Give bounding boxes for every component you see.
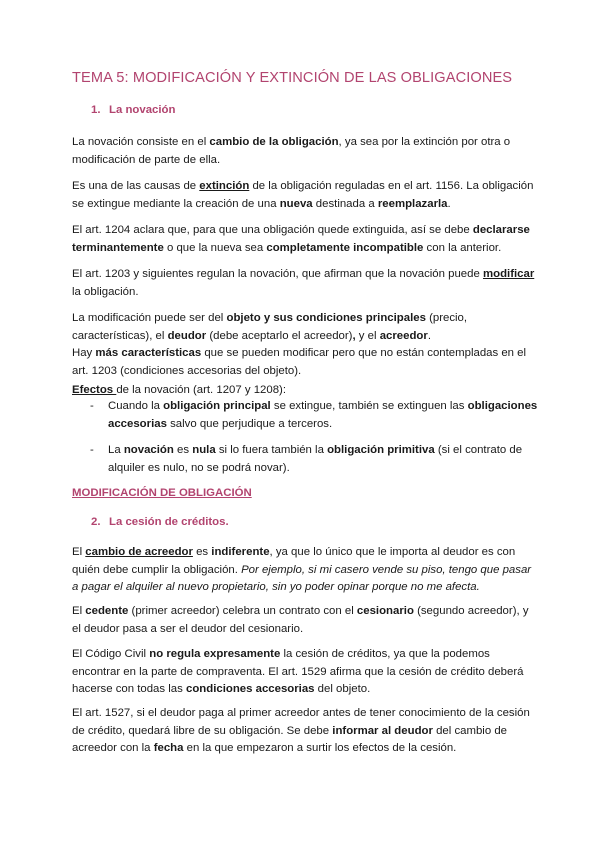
document-page: TEMA 5: MODIFICACIÓN Y EXTINCIÓN DE LAS OBLIGACIONES 1. La novación La novación consiste en el cambio de la obligación, ya sea por la extinción por otra o modificación de parte de ella. Es una de las causas de extinción de la obligación reguladas en el art. 1156. La obligación se extingue mediante la creación de una nueva destinada a reemplazarla. El art. 1204 aclara que, para que una obligación quede extinguida, así se debe declararse terminantemente o que la nueva sea completamente incompatible con la anterior. El art. 1203 y siguientes regulan la novación, que afirman que la novación puede modificar la obligación. La modificación puede ser del objeto y sus condiciones principales (precio, características), el deudor (debe aceptarlo el acreedor), y el acreedor. Hay más características que se pueden modificar pero que no están contempladas en el art. 1203 (condiciones accesorias del objeto). Efectos de la novación (art. 1207 y 1208): - Cuando la obligación principal se extingue, también se extinguen las obligaciones accesorias salvo que perjudique a terceros. - La novación es nula si lo fuera también la obligación primitiva (si el contrato de alquiler es nulo, no se podrá novar). MODIFICACIÓN DE OBLIGACIÓN 2. La cesión de créditos. El cambio de acreedor es indiferente, ya que lo único que le importa al deudor es con quién debe cumplir la obligación. Por ejemplo, si mi casero vende su piso, tengo que pasar a pagar el alquiler al nuevo propietario, sin yo poder opinar porque no me afecta. El cedente (primer acreedor) celebra un contrato con el cesionario (segundo acreedor), y el deudor pasa a ser el deudor del cesionario. El Código Civil no regula expresamente la cesión de créditos, ya que la podemos encontrar en la parte de compraventa. El art. 1529 afirma que la cesión de crédito deberá hacerse con todas las condiciones accesorias del objeto. El art. 1527, si el deudor paga al primer acreedor antes de tener conocimiento de la cesión de crédito, quedará libre de su obligación. Se debe informar al deudor del cambio de acreedor con la fecha en la que empezaron a surtir los efectos de la cesión. xyxy=(0,0,600,848)
paragraph-extincion-causas: Es una de las causas de extinción de la obligación reguladas en el art. 1156. La obligación se extingue mediante la creación de una nueva destinada a reemplazarla. xyxy=(72,180,534,210)
paragraph-cedente-cesionario: El cedente (primer acreedor) celebra un contrato con el cesionario (segundo acreedor), y el deudor pasa a ser el deudor del cesionario. xyxy=(72,605,529,635)
paragraph-modificacion-tipos: La modificación puede ser del objeto y sus condiciones principales (precio, características), el deudor (debe aceptarlo el acreedor), y el acreedor. Hay más características que se pueden modificar pero que no están contempladas en el art. 1203 (condiciones accesorias del objeto). xyxy=(72,312,527,377)
section-heading-novacion xyxy=(91,104,175,116)
section-label: La novación xyxy=(109,104,176,116)
section-number: 2. xyxy=(91,516,101,528)
efectos-label: Efectos xyxy=(72,384,117,396)
paragraph-efectos-heading: Efectos de la novación (art. 1207 y 1208): xyxy=(72,384,287,396)
modificacion-obligacion-label: MODIFICACIÓN DE OBLIGACIÓN xyxy=(72,487,252,499)
list-bullet: - xyxy=(90,400,94,412)
paragraph-codigo-civil: El Código Civil no regula expresamente la cesión de créditos, ya que la podemos encontrar en la parte de compraventa. El art. 1529 afirma que la cesión de crédito deberá hacerse con todas las condiciones accesorias del objeto. xyxy=(72,648,524,696)
section-label: La cesión de créditos. xyxy=(109,516,229,528)
paragraph-art-1203: El art. 1203 y siguientes regulan la novación, que afirman que la novación puede modificar la obligación. xyxy=(72,268,535,298)
section-number: 1. xyxy=(91,104,101,116)
paragraph-novacion-definition: La novación consiste en el cambio de la obligación, ya sea por la extinción por otra o modificación de parte de ella. xyxy=(72,136,511,166)
paragraph-art-1527: El art. 1527, si el deudor paga al primer acreedor antes de tener conocimiento de la cesión de crédito, quedará libre de su obligación. Se debe informar al deudor del cambio de acreedor con la fecha en la que empezaron a surtir los efectos de la cesión. xyxy=(72,707,530,755)
paragraph-cambio-acreedor: El cambio de acreedor es indiferente, ya que lo único que le importa al deudor es con quién debe cumplir la obligación. Por ejemplo, si mi casero vende su piso, tengo que pasar a pagar el alquiler al nuevo propietario, sin yo poder opinar porque no me afecta. xyxy=(72,546,532,594)
page-title: TEMA 5: MODIFICACIÓN Y EXTINCIÓN DE LAS OBLIGACIONES xyxy=(72,70,513,86)
section-heading-cesion xyxy=(91,516,229,528)
paragraph-art-1204: El art. 1204 aclara que, para que una obligación quede extinguida, así se debe declararse terminantemente o que la nueva sea completamente incompatible con la anterior. xyxy=(72,224,530,254)
list-bullet: - xyxy=(90,444,94,456)
